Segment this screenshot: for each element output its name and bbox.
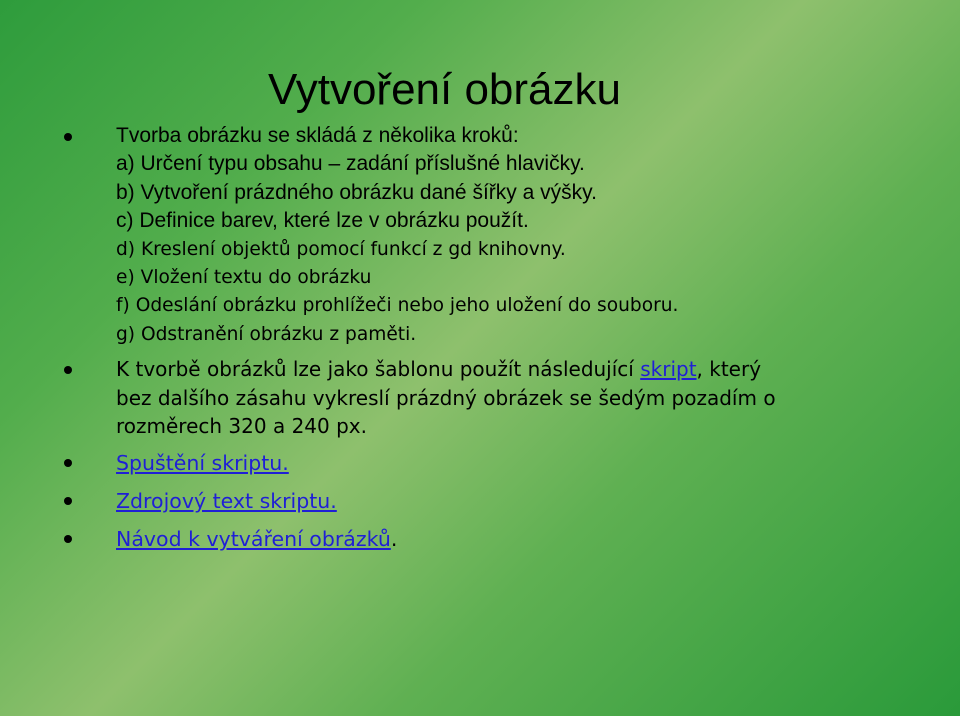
step-a: a) Určení typu obsahu – zadání příslušné hlavičky. <box>116 152 585 176</box>
bullet-run-script <box>0 447 960 479</box>
run-script-line <box>116 447 960 479</box>
step-c: c) Definice barev, které lze v obrázku použít. <box>116 209 529 233</box>
bullet-dot-icon <box>64 366 72 374</box>
run-script-link[interactable]: Spuštění skriptu. <box>116 450 289 475</box>
bullet-template <box>0 355 960 441</box>
source-code-link[interactable]: Zdrojový text skriptu. <box>116 488 337 513</box>
tutorial-line <box>116 523 960 555</box>
script-link[interactable]: skript <box>640 357 697 382</box>
source-code-line <box>116 485 960 517</box>
template-line-3: rozměrech 320 a 240 px. <box>116 414 367 439</box>
bullet-tutorial <box>0 523 960 555</box>
bullet-dot-icon <box>64 133 72 141</box>
slide-title: Vytvoření obrázku <box>268 65 621 114</box>
tutorial-link[interactable]: Návod k vytváření obrázků <box>116 526 391 551</box>
steps-intro: Tvorba obrázku se skládá z několika kroků: <box>116 124 519 147</box>
template-text-after: , který <box>696 357 762 382</box>
template-text-before: K tvorbě obrázků lze jako šablonu použít následující <box>116 357 641 382</box>
bullet-source-code <box>0 485 960 517</box>
bullet-dot-icon <box>64 459 72 467</box>
bullet-dot-icon <box>64 535 72 543</box>
step-d: d) Kreslení objektů pomocí funkcí z gd knihovny. <box>116 238 566 260</box>
template-line-1 <box>116 355 960 384</box>
tutorial-period: . <box>390 526 398 551</box>
template-line-2: bez dalšího zásahu vykreslí prázdný obrázek se šedým pozadím o <box>116 385 776 410</box>
step-b: b) Vytvoření prázdného obrázku dané šířky a výšky. <box>116 180 597 204</box>
step-f: f) Odeslání obrázku prohlížeči nebo jeho uložení do souboru. <box>116 295 679 317</box>
bullet-steps <box>0 122 960 349</box>
step-g: g) Odstranění obrázku z paměti. <box>116 323 417 345</box>
bullet-list <box>0 122 960 561</box>
bullet-dot-icon <box>64 497 72 505</box>
step-e: e) Vložení textu do obrázku <box>116 267 372 289</box>
